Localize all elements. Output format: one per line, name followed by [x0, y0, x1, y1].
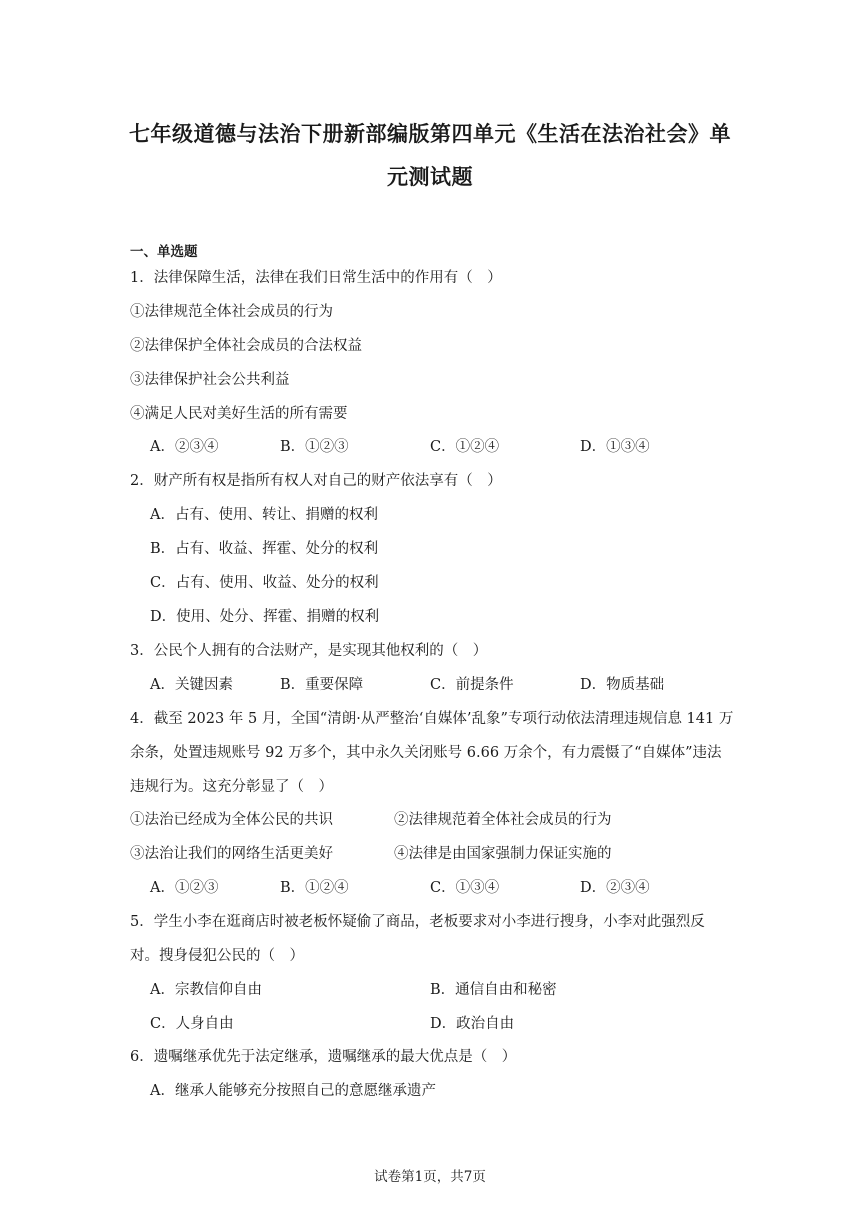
question-4-option-a: A．①②③ [150, 880, 219, 896]
question-1-option-a: A．②③④ [150, 439, 219, 455]
question-4-stem: 违规行为。这充分彰显了（ ） [130, 779, 333, 795]
question-1-item: ②法律保护全体社会成员的合法权益 [130, 338, 362, 354]
question-3-option-b: B．重要保障 [280, 677, 364, 693]
question-3-option-a: A．关键因素 [150, 677, 233, 693]
question-3-option-c: C．前提条件 [430, 677, 514, 693]
question-5-option-c: C．人身自由 [150, 1016, 234, 1032]
question-2-option-c: C．占有、使用、收益、处分的权利 [150, 575, 379, 591]
question-2-option-b: B．占有、收益、挥霍、处分的权利 [150, 541, 379, 557]
question-4-item: ②法律规范着全体社会成员的行为 [394, 812, 612, 828]
question-1-item: ①法律规范全体社会成员的行为 [130, 304, 333, 320]
question-5-option-b: B．通信自由和秘密 [430, 982, 557, 998]
question-5-stem: 对。搜身侵犯公民的（ ） [130, 948, 304, 964]
page-footer: 试卷第1页，共7页 [374, 1169, 486, 1185]
question-4-item: ④法律是由国家强制力保证实施的 [394, 846, 612, 862]
question-5-stem: 5．学生小李在逛商店时被老板怀疑偷了商品，老板要求对小李进行搜身，小李对此强烈反 [130, 914, 705, 930]
question-1-option-b: B．①②③ [280, 439, 349, 455]
question-4-item: ③法治让我们的网络生活更美好 [130, 846, 333, 862]
question-1-item: ③法律保护社会公共利益 [130, 372, 290, 388]
question-1-stem: 1．法律保障生活，法律在我们日常生活中的作用有（ ） [130, 270, 502, 286]
section-heading: 一、单选题 [130, 244, 198, 260]
question-2-option-a: A．占有、使用、转让、捐赠的权利 [150, 507, 378, 523]
question-3-option-d: D．物质基础 [580, 677, 665, 693]
question-4-option-c: C．①③④ [430, 880, 500, 896]
question-6-stem: 6．遗嘱继承优先于法定继承，遗嘱继承的最大优点是（ ） [130, 1049, 517, 1065]
question-4-item: ①法治已经成为全体公民的共识 [130, 812, 333, 828]
question-4-option-d: D．②③④ [580, 880, 650, 896]
question-5-option-a: A．宗教信仰自由 [150, 982, 262, 998]
question-4-stem: 余条，处置违规账号 92 万多个，其中永久关闭账号 6.66 万余个，有力震慑了“自媒体”违法 [130, 745, 722, 761]
question-5-option-d: D．政治自由 [430, 1016, 515, 1032]
question-3-stem: 3．公民个人拥有的合法财产，是实现其他权利的（ ） [130, 643, 488, 659]
question-2-stem: 2．财产所有权是指所有权人对自己的财产依法享有（ ） [130, 473, 502, 489]
question-1-option-c: C．①②④ [430, 439, 500, 455]
question-6-option-a: A．继承人能够充分按照自己的意愿继承遗产 [150, 1083, 436, 1099]
question-2-option-d: D．使用、处分、挥霍、捐赠的权利 [150, 609, 380, 625]
document-title-line2: 元测试题 [387, 165, 473, 189]
document-title-line1: 七年级道德与法治下册新部编版第四单元《生活在法治社会》单 [129, 122, 731, 146]
question-4-stem: 4．截至 2023 年 5 月，全国“清朗·从严整治‘自媒体’乱象”专项行动依法清理违规信息 141 万 [130, 711, 734, 727]
question-1-item: ④满足人民对美好生活的所有需要 [130, 406, 348, 422]
question-4-option-b: B．①②④ [280, 880, 349, 896]
question-1-option-d: D．①③④ [580, 439, 650, 455]
